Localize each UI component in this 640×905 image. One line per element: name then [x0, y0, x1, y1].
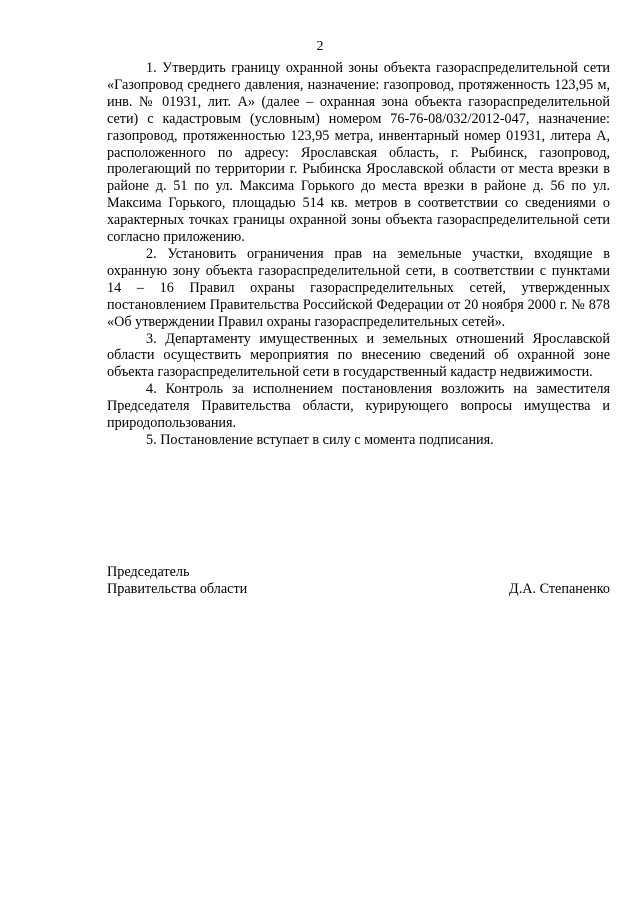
paragraph-2: 2. Установить ограничения прав на земельные участки, входящие в охранную зону объекта газораспределительной сети, в соответствии с пунктами 14 – 16 Правил охраны газораспределительных сетей, утвержденных постановлением Правительства Российской Федерации от 20 ноября 2000 г. № 878 «Об утверждении Правил охраны газораспределительных сетей».	[107, 245, 610, 330]
paragraph-3: 3. Департаменту имущественных и земельных отношений Ярославской области осуществить мероприятия по внесению сведений об охранной зоне объекта газораспределительной сети в государственный кадастр недвижимости.	[107, 330, 610, 381]
paragraph-4: 4. Контроль за исполнением постановления возложить на заместителя Председателя Правительства области, курирующего вопросы имущества и природопользования.	[107, 381, 610, 432]
signatory-name: Д.А. Степаненко	[509, 581, 610, 597]
document-body	[107, 60, 610, 449]
signatory-title-line-1: Председатель	[107, 564, 190, 580]
paragraph-1: 1. Утвердить границу охранной зоны объекта газораспределительной сети «Газопровод среднего давления, назначение: газопровод, протяженность 123,95 м, инв. № 01931, лит. А» (далее – охранная зона объекта газораспределительной сети) с кадастровым (условным) номером 76-76-08/032/2012-047, назначение: газопровод, протяженностью 123,95 метра, инвентарный номер 01931, литера А, расположенного по адресу: Ярославская область, г. Рыбинск, газопровод, пролегающий по территории г. Рыбинска Ярославской области от места врезки в районе д. 51 по ул. Максима Горького до места врезки в районе д. 56 по ул. Максима Горького, площадью 514 кв. метров в соответствии со сведениями о характерных точках границы охранной зоны объекта газораспределительной сети согласно приложению.	[107, 60, 610, 246]
signature-row	[107, 581, 610, 598]
signatory-title-line-2: Правительства области	[107, 581, 248, 597]
page-number: 2	[316, 39, 324, 54]
signature-block	[107, 564, 610, 598]
paragraph-5: 5. Постановление вступает в силу с момента подписания.	[146, 431, 494, 448]
